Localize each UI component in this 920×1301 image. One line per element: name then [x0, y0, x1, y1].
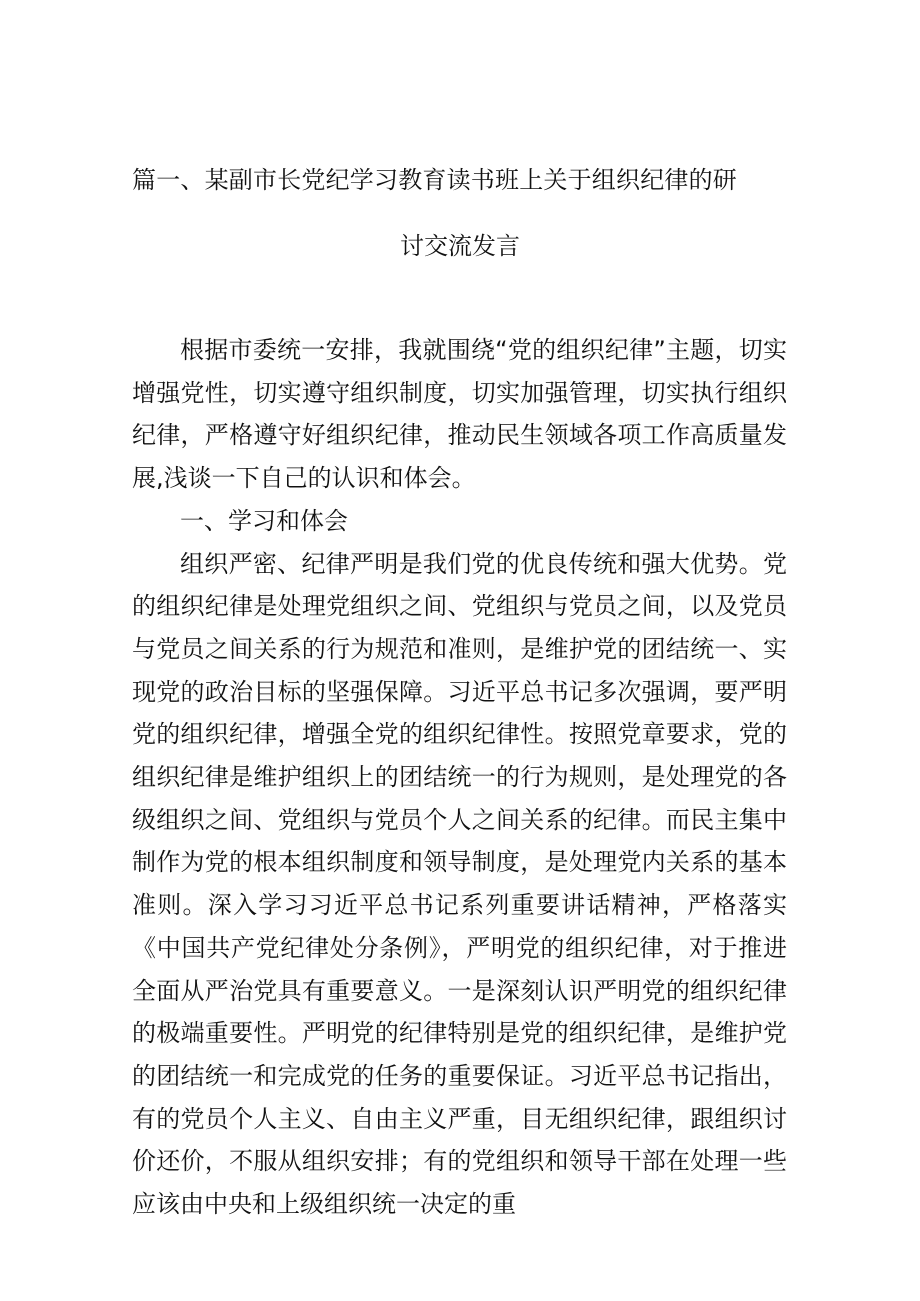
- document-title-line-2: 讨交流发言: [400, 232, 520, 260]
- section-paragraph: 组织严密、纪律严明是我们党的优良传统和强大优势。党的组织纪律是处理党组织之间、党组织与党员之间，以及党员与党员之间关系的行为规范和准则，是维护党的团结统一、实现党的政治目标的坚强保障。习近平总书记多次强调，要严明党的组织纪律，增强全党的组织纪律性。按照党章要求，党的组织纪律是维护组织上的团结统一的行为规则，是处理党的各级组织之间、党组织与党员个人之间关系的纪律。而民主集中制作为党的根本组织制度和领导制度，是处理党内关系的基本准则。深入学习习近平总书记系列重要讲话精神，严格落实《中国共产党纪律处分条例》，严明党的组织纪律，对于推进全面从严治党具有重要意义。一是深刻认识严明党的组织纪律的极端重要性。严明党的纪律特别是党的组织纪律，是维护党的团结统一和完成党的任务的重要保证。习近平总书记指出，有的党员个人主义、自由主义严重，目无组织纪律，跟组织讨价还价，不服从组织安排；有的党组织和领导干部在处理一些应该由中央和上级组织统一决定的重: [132, 549, 787, 1219]
- intro-paragraph: 根据市委统一安排，我就围绕“党的组织纪律”主题，切实增强党性，切实遵守组织制度，切实加强管理，切实执行组织纪律，严格遵守好组织纪律，推动民生领域各项工作高质量发展,浅谈一下自己的认识和体会。: [132, 336, 787, 493]
- document-body: [132, 329, 787, 1226]
- section-heading: 一、学习和体会: [180, 506, 348, 535]
- document-title-line-1: 篇一、某副市长党纪学习教育读书班上关于组织纪律的研: [132, 166, 737, 194]
